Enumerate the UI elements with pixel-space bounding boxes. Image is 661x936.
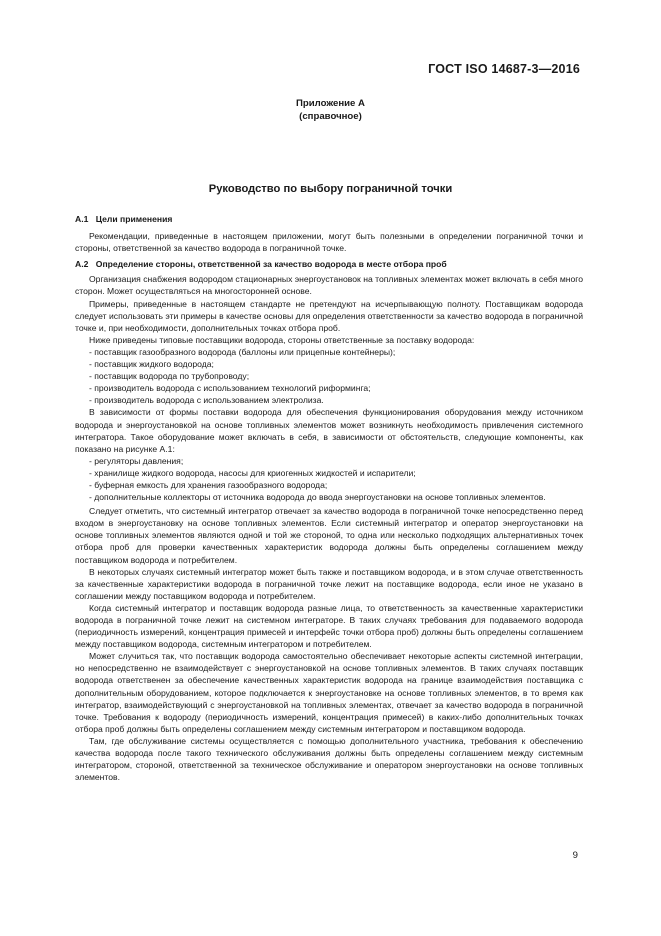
list-item: - поставщик жидкого водорода; bbox=[89, 359, 214, 370]
annex-label: Приложение А bbox=[296, 98, 365, 109]
annex-type: (справочное) bbox=[299, 111, 362, 122]
page-number: 9 bbox=[572, 850, 578, 861]
section-number: А.1 bbox=[75, 214, 89, 224]
section-heading-a2 bbox=[75, 258, 583, 270]
list-item: - поставщик газообразного водорода (баллоны или прицепные контейнеры); bbox=[89, 346, 396, 357]
paragraph: Следует отметить, что системный интегратор отвечает за качество водорода в пограничной точке непосредственно перед входом в энергоустановку на основе топливных элементов. Если системный интегратор и оператор энергоустановки на основе топливных элементов являются одной и той же стороной, то одна или несколько подходящих альтернативных точек отбора проб для проверки качественных характеристик водорода должны быть определены соглашением между поставщиком водорода и потребителем. bbox=[75, 506, 583, 565]
paragraph: Примеры, приведенные в настоящем стандарте не претендуют на исчерпывающую полноту. Поставщикам водорода следует использовать эти примеры в качестве основы для определения ответственности за качество водорода в пограничной точке и, при необходимости, дополнительных точках отбора проб. bbox=[75, 298, 583, 333]
paragraph: В некоторых случаях системный интегратор может быть также и поставщиком водорода, и в этом случае ответственность за качественные характеристики водорода в пограничной точке лежит на поставщике водорода, если иное не указано в соглашении между поставщиком водорода и потребителем. bbox=[75, 566, 583, 601]
paragraph: В зависимости от формы поставки водорода для обеспечения функционирования оборудования между источником водорода и энергоустановкой на основе топливных элементов может возникнуть необходимость привлечения системного интегратора. Такое оборудование может включать в себя, в зависимости от обстоятельств, следующие компоненты, как показано на рисунке А.1: bbox=[75, 407, 583, 454]
component-list bbox=[75, 455, 583, 503]
document-body bbox=[75, 209, 583, 783]
list-item: - производитель водорода с использованием технологий риформинга; bbox=[89, 383, 371, 394]
list-item: - производитель водорода с использованием электролиза. bbox=[89, 395, 324, 406]
paragraph: Может случиться так, что поставщик водорода самостоятельно обеспечивает некоторые аспекты системной интеграции, но непосредственно не взаимодействует с энергоустановкой на основе топливных элементов. В таких случаях поставщик водорода ответственен за обеспечение качественных характеристик водорода на границе взаимодействия поставщика с дополнительным оборудованием, которое подключается к энергоустановке на основе топливных элементов, в то время как интегратор, взаимодействующий с энергоустановкой на топливных элементах, отвечает за качество водорода в пограничной точке. Требования к водороду (периодичность измерений, концентрация примесей) в каких-либо дополнительных точках отбора проб должны быть определены соглашением между системным интегратором и поставщиком водорода. bbox=[75, 651, 583, 734]
paragraph: Рекомендации, приведенные в настоящем приложении, могут быть полезными в определении пограничной точки и стороны, ответственной за качество водорода в пограничной точке. bbox=[75, 231, 583, 254]
paragraph: Ниже приведены типовые поставщики водорода, стороны ответственные за поставку водорода: bbox=[89, 334, 475, 345]
paragraph: Организация снабжения водородом стационарных энергоустановок на топливных элементах может включать в себя много сторон. Может осуществляться на многосторонней основе. bbox=[75, 274, 583, 297]
standard-designation: ГОСТ ISO 14687-3—2016 bbox=[428, 62, 580, 76]
section-heading-a1 bbox=[75, 213, 583, 225]
annex-title: Руководство по выбору пограничной точки bbox=[208, 183, 453, 195]
list-item: - хранилище жидкого водорода, насосы для криогенных жидкостей и испарители; bbox=[89, 467, 416, 478]
section-number: А.2 bbox=[75, 259, 89, 270]
paragraph: Там, где обслуживание системы осуществляется с помощью дополнительного участника, требования к обеспечению качества водорода после такого технического обслуживания должны быть определены соглашением между системным интегратором, стороной, ответственной за техническое обслуживание и оператором энергоустановки на основе топливных элементов. bbox=[75, 735, 583, 783]
supplier-list bbox=[75, 346, 583, 406]
section-title: Цели применения bbox=[95, 214, 173, 224]
annex-heading bbox=[0, 97, 661, 123]
section-title: Определение стороны, ответственной за качество водорода в месте отбора проб bbox=[95, 259, 447, 270]
list-item: - буферная емкость для хранения газообразного водорода; bbox=[89, 479, 328, 490]
list-item: - поставщик водорода по трубопроводу; bbox=[89, 371, 250, 382]
list-item: - регуляторы давления; bbox=[89, 455, 184, 466]
paragraph: Когда системный интегратор и поставщик водорода разные лица, то ответственность за качественные характеристики водорода в пограничной точке лежит на системном интеграторе. В таких случаях требования для подаваемого водорода (периодичность измерений, концентрация примесей и интерфейс точки отбора проб) должны быть определены соглашением между поставщиком водорода, системным интегратором и потребителем. bbox=[75, 602, 583, 650]
list-item: - дополнительные коллекторы от источника водорода до ввода энергоустановки на основе топливных элементов. bbox=[89, 492, 546, 503]
